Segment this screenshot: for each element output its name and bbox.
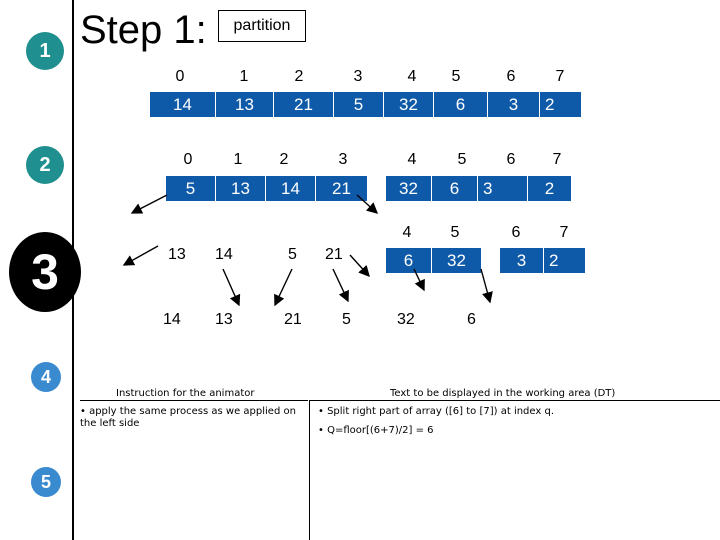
row4-value: 21 — [284, 311, 302, 328]
row1-index: 0 — [175, 68, 185, 85]
row2-cell: 3 — [478, 176, 528, 201]
row1-cell: 3 — [488, 92, 540, 117]
row1-index: 7 — [555, 68, 565, 85]
partition-label: partition — [218, 10, 306, 42]
instruction-item: • apply the same process as we applied on the left side — [80, 406, 296, 429]
arrow — [124, 246, 158, 265]
step-5-badge: 5 — [31, 467, 61, 497]
display-panel-rule — [310, 400, 720, 401]
arrow — [414, 269, 424, 290]
step-1-badge: 1 — [26, 32, 64, 70]
display-text-heading: Text to be displayed in the working area (DT) — [390, 388, 616, 399]
row1-index: 5 — [451, 68, 461, 85]
row1-index: 3 — [353, 68, 363, 85]
arrow — [275, 269, 292, 305]
row4-value: 32 — [397, 311, 415, 328]
row2-index: 5 — [457, 151, 467, 168]
row2-cell: 14 — [266, 176, 316, 201]
row4-value: 6 — [467, 311, 476, 328]
row1-cell: 5 — [334, 92, 384, 117]
arrow — [350, 255, 369, 276]
row3-left-value: 14 — [215, 246, 233, 263]
display-text-item: • Q=floor[(6+7)/2] = 6 — [318, 425, 434, 436]
row2-cell: 6 — [432, 176, 478, 201]
row3-index: 6 — [511, 224, 521, 241]
panel-divider — [309, 400, 310, 540]
row3-index: 7 — [559, 224, 569, 241]
row3-left-value: 13 — [168, 246, 186, 263]
arrow — [357, 195, 377, 213]
row1-index: 4 — [407, 68, 417, 85]
row1-index: 1 — [239, 68, 249, 85]
row1-cell: 6 — [434, 92, 488, 117]
row2-index: 3 — [338, 151, 348, 168]
row1-cell: 2 — [540, 92, 582, 117]
row3-left-value: 5 — [288, 246, 297, 263]
row2-index: 7 — [552, 151, 562, 168]
row3-index: 5 — [450, 224, 460, 241]
row2-cell: 32 — [386, 176, 432, 201]
row2-index: 1 — [233, 151, 243, 168]
row2-cell: 13 — [216, 176, 266, 201]
step-2-badge: 2 — [26, 146, 64, 184]
row3-cell: 2 — [544, 248, 586, 273]
arrow — [333, 269, 348, 301]
row3-index: 4 — [402, 224, 412, 241]
arrow — [132, 195, 167, 213]
row4-value: 5 — [342, 311, 351, 328]
row3-cell: 32 — [432, 248, 482, 273]
step-3-badge: 3 — [9, 232, 81, 312]
row2-cell: 21 — [316, 176, 368, 201]
row3-cell: 3 — [500, 248, 544, 273]
row2-index: 4 — [407, 151, 417, 168]
row2-index: 0 — [183, 151, 193, 168]
row1-cell: 32 — [384, 92, 434, 117]
display-text-item: • Split right part of array ([6] to [7]) at index q. — [318, 406, 555, 417]
row2-cell: 2 — [528, 176, 572, 201]
row2-index: 6 — [506, 151, 516, 168]
row1-index: 2 — [294, 68, 304, 85]
row1-index: 6 — [506, 68, 516, 85]
row2-index: 2 — [279, 151, 289, 168]
step-4-badge: 4 — [31, 362, 61, 392]
instruction-panel-rule — [80, 400, 308, 401]
instruction-heading: Instruction for the animator — [116, 388, 255, 399]
row3-cell: 6 — [386, 248, 432, 273]
arrow — [481, 269, 490, 302]
row1-cell: 14 — [150, 92, 216, 117]
row4-value: 14 — [163, 311, 181, 328]
row1-cell: 21 — [274, 92, 334, 117]
step-title: Step 1: — [80, 8, 207, 52]
row1-cell: 13 — [216, 92, 274, 117]
row4-value: 13 — [215, 311, 233, 328]
row2-cell: 5 — [166, 176, 216, 201]
row3-left-value: 21 — [325, 246, 343, 263]
arrow — [223, 269, 239, 305]
